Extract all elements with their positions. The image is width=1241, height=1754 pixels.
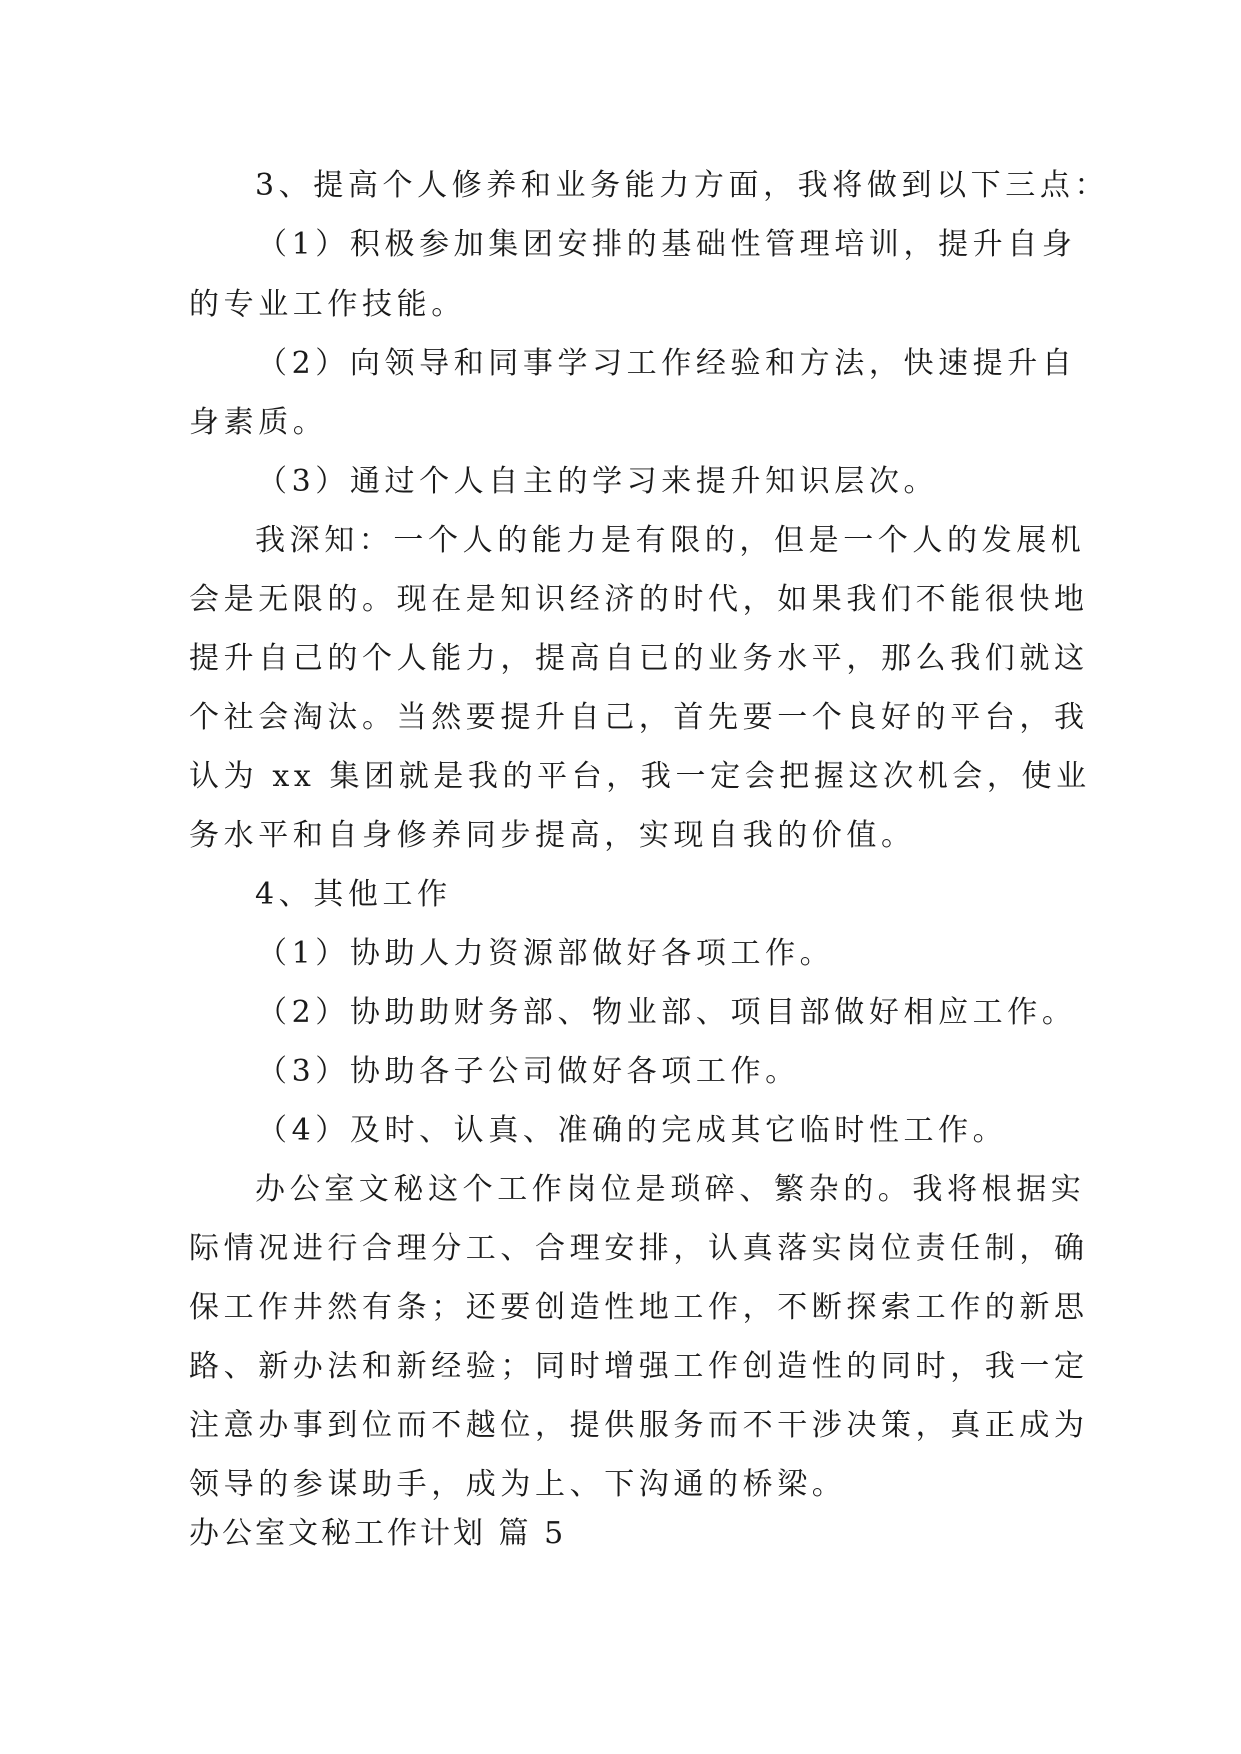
list-item-4-3: （3）协助各子公司做好各项工作。 (257, 1054, 800, 1089)
section-title: 办公室文秘工作计划 篇 5 (189, 1516, 567, 1551)
paragraph-line: 办公室文秘这个工作岗位是琐碎、繁杂的。我将根据实 (255, 1172, 1086, 1207)
list-item-4-2: （2）协助助财务部、物业部、项目部做好相应工作。 (257, 995, 1077, 1030)
paragraph-line: 保工作井然有条；还要创造性地工作，不断探索工作的新思 (189, 1290, 1089, 1325)
list-item-3-1-continued: 的专业工作技能。 (189, 287, 466, 322)
paragraph-line: 提升自己的个人能力，提高自已的业务水平，那么我们就这 (189, 641, 1089, 676)
paragraph-line: 领导的参谋助手，成为上、下沟通的桥梁。 (189, 1467, 847, 1502)
paragraph-line: 会是无限的。现在是知识经济的时代，如果我们不能很快地 (189, 582, 1089, 617)
list-item-3-2: （2）向领导和同事学习工作经验和方法，快速提升自 (257, 346, 1077, 381)
list-item-3-1: （1）积极参加集团安排的基础性管理培训，提升自身 (257, 227, 1077, 262)
list-item-3-2-continued: 身素质。 (189, 405, 328, 440)
paragraph-heading-4: 4、其他工作 (255, 877, 452, 912)
list-item-4-4: （4）及时、认真、准确的完成其它临时性工作。 (257, 1113, 1008, 1148)
paragraph-line: 认为 xx 集团就是我的平台，我一定会把握这次机会，使业 (189, 759, 1091, 794)
list-item-3-3: （3）通过个人自主的学习来提升知识层次。 (257, 464, 939, 499)
list-item-4-1: （1）协助人力资源部做好各项工作。 (257, 936, 835, 971)
paragraph-line: 个社会淘汰。当然要提升自己，首先要一个良好的平台，我 (189, 700, 1089, 735)
paragraph-line: 我深知：一个人的能力是有限的，但是一个人的发展机 (255, 523, 1086, 558)
paragraph-line: 务水平和自身修养同步提高，实现自我的价值。 (189, 818, 916, 853)
paragraph-line: 际情况进行合理分工、合理安排，认真落实岗位责任制，确 (189, 1231, 1089, 1266)
paragraph-heading-3: 3、提高个人修养和业务能力方面，我将做到以下三点： (255, 168, 1110, 203)
paragraph-line: 注意办事到位而不越位，提供服务而不干涉决策，真正成为 (189, 1408, 1089, 1443)
paragraph-line: 路、新办法和新经验；同时增强工作创造性的同时，我一定 (189, 1349, 1089, 1384)
